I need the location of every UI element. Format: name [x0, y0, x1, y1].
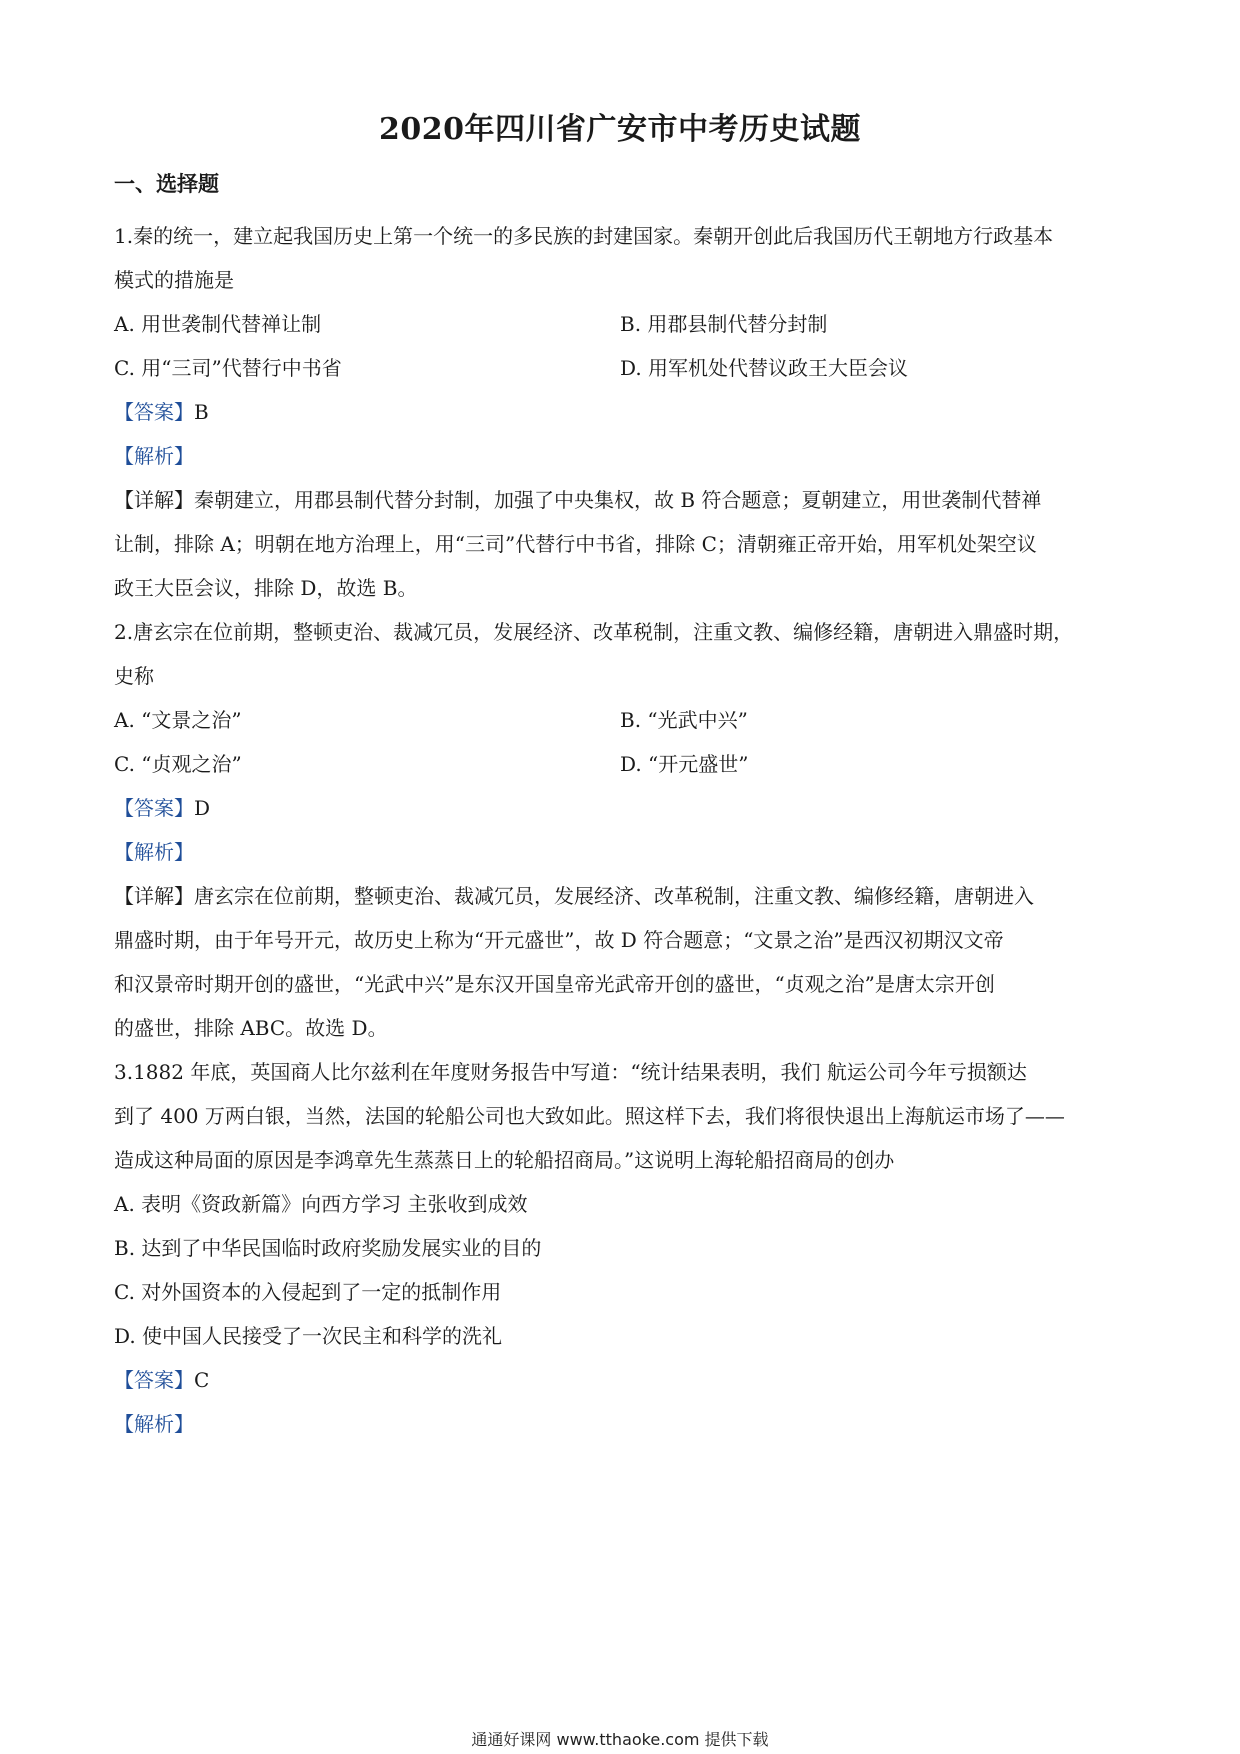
- q1-stem-line2: 模式的措施是: [114, 268, 234, 292]
- q2-detail-line1: [114, 882, 1034, 910]
- q2-detail-line4: 的盛世，排除 ABC。故选 D。: [114, 1016, 388, 1040]
- q2-option-b: B. “光武中兴”: [620, 708, 748, 732]
- detail-label: 【详解】: [114, 488, 194, 512]
- q1-answer: [114, 398, 209, 426]
- section-heading: 一、选择题: [114, 171, 219, 196]
- q2-option-d: D. “开元盛世”: [620, 752, 749, 776]
- answer-value: B: [194, 400, 209, 424]
- detail-text: 秦朝建立，用郡县制代替分封制，加强了中央集权，故 B 符合题意；夏朝建立，用世袭制代替禅: [194, 488, 1042, 512]
- page-title: 2020年四川省广安市中考历史试题: [379, 112, 861, 147]
- q3-analysis: [114, 1410, 194, 1438]
- q3-answer: [114, 1366, 209, 1394]
- q3-stem-line1: 3.1882 年底，英国商人比尔兹利在年度财务报告中写道：“统计结果表明，我们 航运公司今年亏损额达: [114, 1060, 1027, 1084]
- q1-detail-line3: 政王大臣会议，排除 D，故选 B。: [114, 576, 418, 600]
- q2-option-c: C. “贞观之治”: [114, 752, 242, 776]
- answer-value: D: [194, 796, 211, 820]
- q3-option-d: D. 使中国人民接受了一次民主和科学的洗礼: [114, 1324, 503, 1348]
- q3-option-c: C. 对外国资本的入侵起到了一定的抵制作用: [114, 1280, 502, 1304]
- analysis-label: 【解析】: [114, 840, 194, 864]
- q1-option-b: B. 用郡县制代替分封制: [620, 312, 828, 336]
- answer-value: C: [194, 1368, 210, 1392]
- q2-detail-line2: 鼎盛时期，由于年号开元，故历史上称为“开元盛世”，故 D 符合题意；“文景之治”是西汉初期汉文帝: [114, 928, 1004, 952]
- q3-option-b: B. 达到了中华民国临时政府奖励发展实业的目的: [114, 1236, 542, 1260]
- answer-label: 【答案】: [114, 1368, 194, 1392]
- answer-label: 【答案】: [114, 400, 194, 424]
- q3-stem-line3: 造成这种局面的原因是李鸿章先生蒸蒸日上的轮船招商局。”这说明上海轮船招商局的创办: [114, 1148, 895, 1172]
- q1-analysis: [114, 442, 194, 470]
- q2-analysis: [114, 838, 194, 866]
- detail-label: 【详解】: [114, 884, 194, 908]
- q2-stem-line1: 2.唐玄宗在位前期，整顿吏治、裁减冗员，发展经济、改革税制，注重文教、编修经籍，唐朝进入鼎盛时期，: [114, 620, 1074, 644]
- q1-detail-line1: [114, 486, 1041, 514]
- q1-option-d: D. 用军机处代替议政王大臣会议: [620, 356, 909, 380]
- q2-answer: [114, 794, 210, 822]
- q3-option-a: A. 表明《资政新篇》向西方学习 主张收到成效: [114, 1192, 528, 1216]
- q2-stem-line2: 史称: [114, 664, 154, 688]
- q3-stem-line2: 到了 400 万两白银，当然，法国的轮船公司也大致如此。照这样下去，我们将很快退出上海航运市场了——: [114, 1104, 1065, 1128]
- analysis-label: 【解析】: [114, 1412, 194, 1436]
- q1-detail-line2: 让制，排除 A；明朝在地方治理上，用“三司”代替行中书省，排除 C；清朝雍正帝开始，用军机处架空议: [114, 532, 1037, 556]
- q1-option-a: A. 用世袭制代替禅让制: [114, 312, 322, 336]
- q1-stem-line1: 1.秦的统一，建立起我国历史上第一个统一的多民族的封建国家。秦朝开创此后我国历代王朝地方行政基本: [114, 224, 1054, 248]
- analysis-label: 【解析】: [114, 444, 194, 468]
- q2-detail-line3: 和汉景帝时期开创的盛世，“光武中兴”是东汉开国皇帝光武帝开创的盛世，“贞观之治”是唐太宗开创: [114, 972, 995, 996]
- answer-label: 【答案】: [114, 796, 194, 820]
- page-footer: 通通好课网 www.tthaoke.com 提供下载: [471, 1730, 769, 1749]
- q2-option-a: A. “文景之治”: [114, 708, 242, 732]
- q1-option-c: C. 用“三司”代替行中书省: [114, 356, 342, 380]
- detail-text: 唐玄宗在位前期，整顿吏治、裁减冗员，发展经济、改革税制，注重文教、编修经籍，唐朝进入: [194, 884, 1034, 908]
